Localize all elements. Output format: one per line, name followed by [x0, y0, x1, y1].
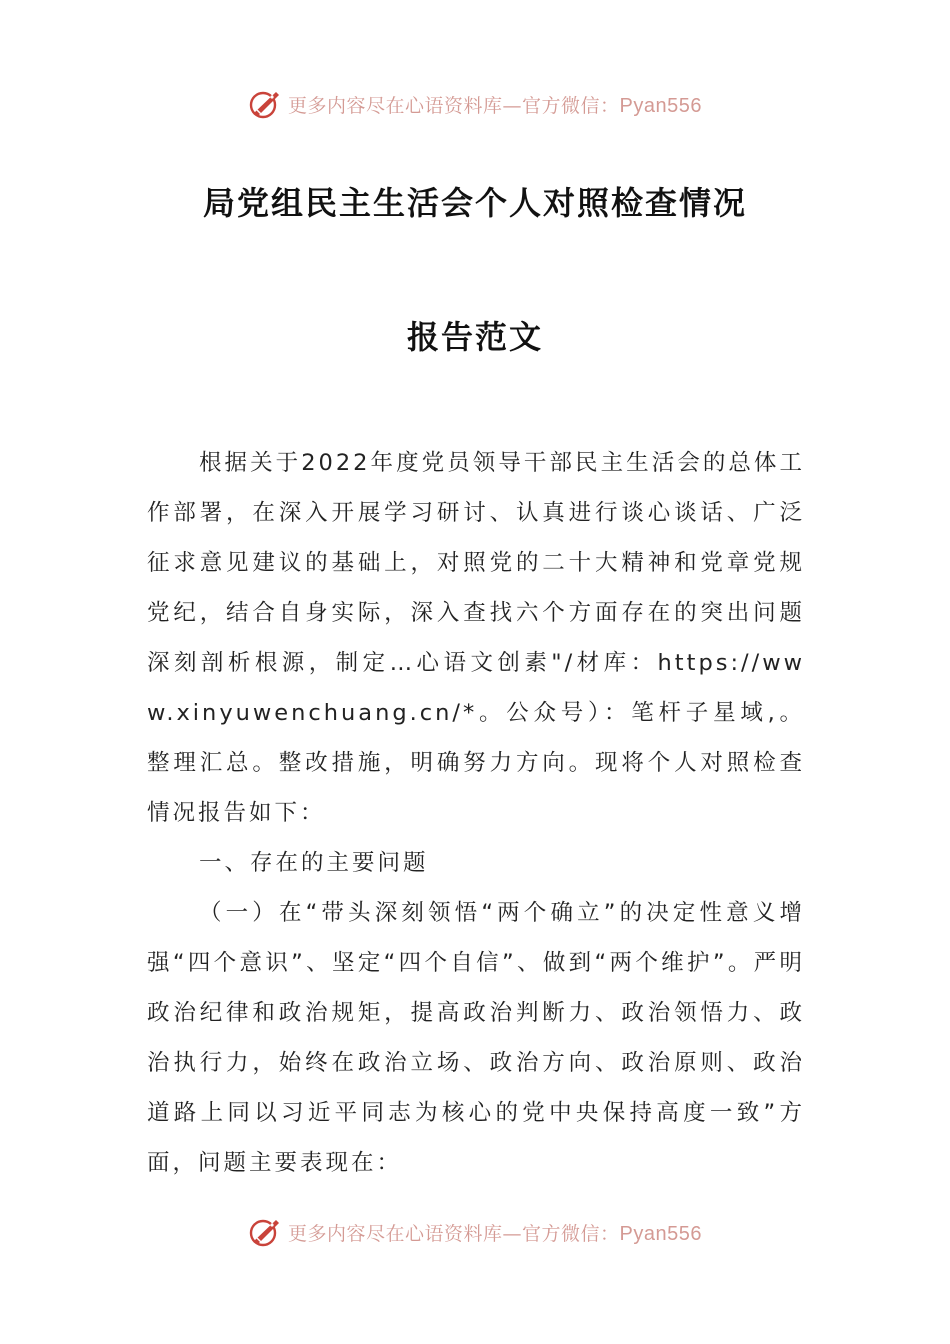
header-watermark: [0, 84, 950, 124]
watermark-text: 更多内容尽在心语资料库—官方微信：Pyan556: [288, 94, 702, 117]
paragraph-intro: 根据关于2022年度党员领导干部民主生活会的总体工作部署，在深入开展学习研讨、认真进行谈心谈话、广泛征求意见建议的基础上，对照党的二十大精神和党章党规党纪，结合自身实际，深入查找六个方面存在的突出问题深刻剖析根源，制定…心语文创素"/材库：https://www.xinyuwenchuang.cn/*。公众号）：笔杆子星域,。整理汇总。整改措施，明确努力方向。现将个人对照检查情况报告如下：: [147, 450, 805, 826]
watermark-text: 更多内容尽在心语资料库—官方微信：Pyan556: [288, 1222, 702, 1245]
document-title-line-1: 局党组民主生活会个人对照检查情况: [202, 184, 747, 222]
section-heading: 一、存在的主要问题: [199, 850, 429, 876]
quill-logo-icon: [248, 87, 282, 121]
footer-watermark: [0, 1212, 950, 1252]
quill-logo-icon: [248, 1215, 282, 1249]
document-body: [147, 438, 805, 1188]
document-title-line-2: 报告范文: [406, 318, 543, 356]
paragraph-item-1: （一）在“带头深刻领悟“两个确立”的决定性意义增强“四个意识”、坚定“四个自信”、做到“两个维护”。严明政治纪律和政治规矩，提高政治判断力、政治领悟力、政治执行力，始终在政治立场、政治方向、政治原则、政治道路上同以习近平同志为核心的党中央保持高度一致”方面，问题主要表现在：: [147, 900, 805, 1176]
